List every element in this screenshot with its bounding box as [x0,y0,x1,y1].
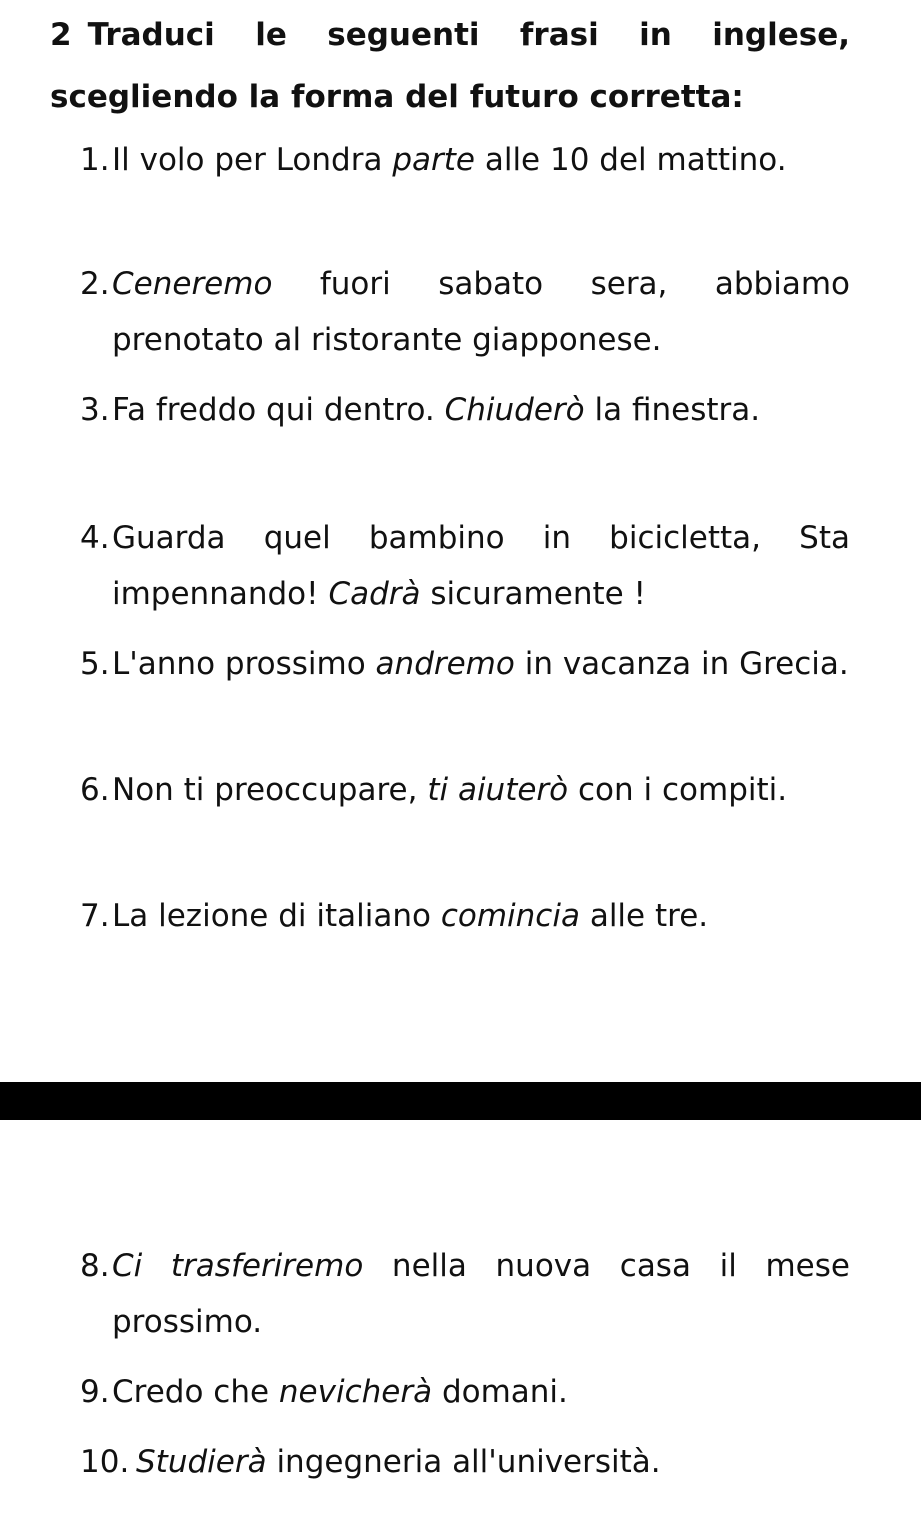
item-verb: Studierà [136,1444,267,1480]
item-text-before: Non ti preoccupare, [112,772,428,808]
list-item [80,636,850,692]
item-verb: Ci trasferiremo [112,1248,364,1284]
item-number: 9. [80,1374,110,1410]
item-text [80,1434,850,1490]
item-text [80,636,850,692]
list-item [80,382,850,438]
item-text-after: in vacanza in Grecia. [514,646,849,682]
black-divider-bar [0,1082,921,1120]
item-text [80,382,850,438]
item-text-before: La lezione di italiano [112,898,441,934]
item-text-before: Credo che [112,1374,279,1410]
item-number: 1. [80,142,110,178]
item-verb: comincia [440,898,580,934]
item-text-before: Il volo per Londra [112,142,393,178]
item-text [80,256,850,368]
item-text-after: con i compiti. [568,772,788,808]
list-item [80,1364,850,1420]
list-item [80,762,850,818]
list-item [80,1238,850,1350]
item-text-after: alle 10 del mattino. [474,142,787,178]
item-number: 8. [80,1248,110,1284]
item-text-before: Guarda quel bambino in bicicletta, Sta impennando! [112,520,850,612]
item-number: 4. [80,520,110,556]
item-text [80,762,850,818]
item-verb: ti aiuterò [427,772,569,808]
item-verb: Chiuderò [444,392,585,428]
item-text-after: nella nuova casa il mese prossimo. [112,1248,850,1340]
list-item [80,1434,850,1490]
item-verb: nevicherà [278,1374,433,1410]
item-text-after: la finestra. [584,392,761,428]
item-verb: Cadrà [328,576,421,612]
item-verb: parte [392,142,475,178]
item-text-before: L'anno prossimo [112,646,376,682]
item-text-after: alle tre. [579,898,709,934]
item-number: 7. [80,898,110,934]
item-verb: Ceneremo [112,266,273,302]
item-text-after: ingegneria all'università. [266,1444,661,1480]
list-item [80,888,850,944]
item-text [80,510,850,622]
exercise-heading [50,4,850,128]
exercise-instruction: Traduci le seguenti frasi in inglese, scegliendo la forma del futuro corretta: [50,17,850,115]
item-text [80,1238,850,1350]
item-text [80,888,850,944]
exercise-number: 2 [50,17,72,53]
item-number: 5. [80,646,110,682]
item-verb: andremo [375,646,515,682]
item-text-after: domani. [432,1374,568,1410]
item-text-after: fuori sabato sera, abbiamo prenotato al ristorante giapponese. [112,266,850,358]
item-text [80,132,850,188]
list-item [80,510,850,622]
item-number: 2. [80,266,110,302]
list-item [80,256,850,368]
item-number: 3. [80,392,110,428]
item-number: 6. [80,772,110,808]
list-item [80,132,850,188]
item-text [80,1364,850,1420]
item-text-before: Fa freddo qui dentro. [112,392,445,428]
item-number: 10. [80,1444,130,1480]
item-text-after: sicuramente ! [420,576,646,612]
